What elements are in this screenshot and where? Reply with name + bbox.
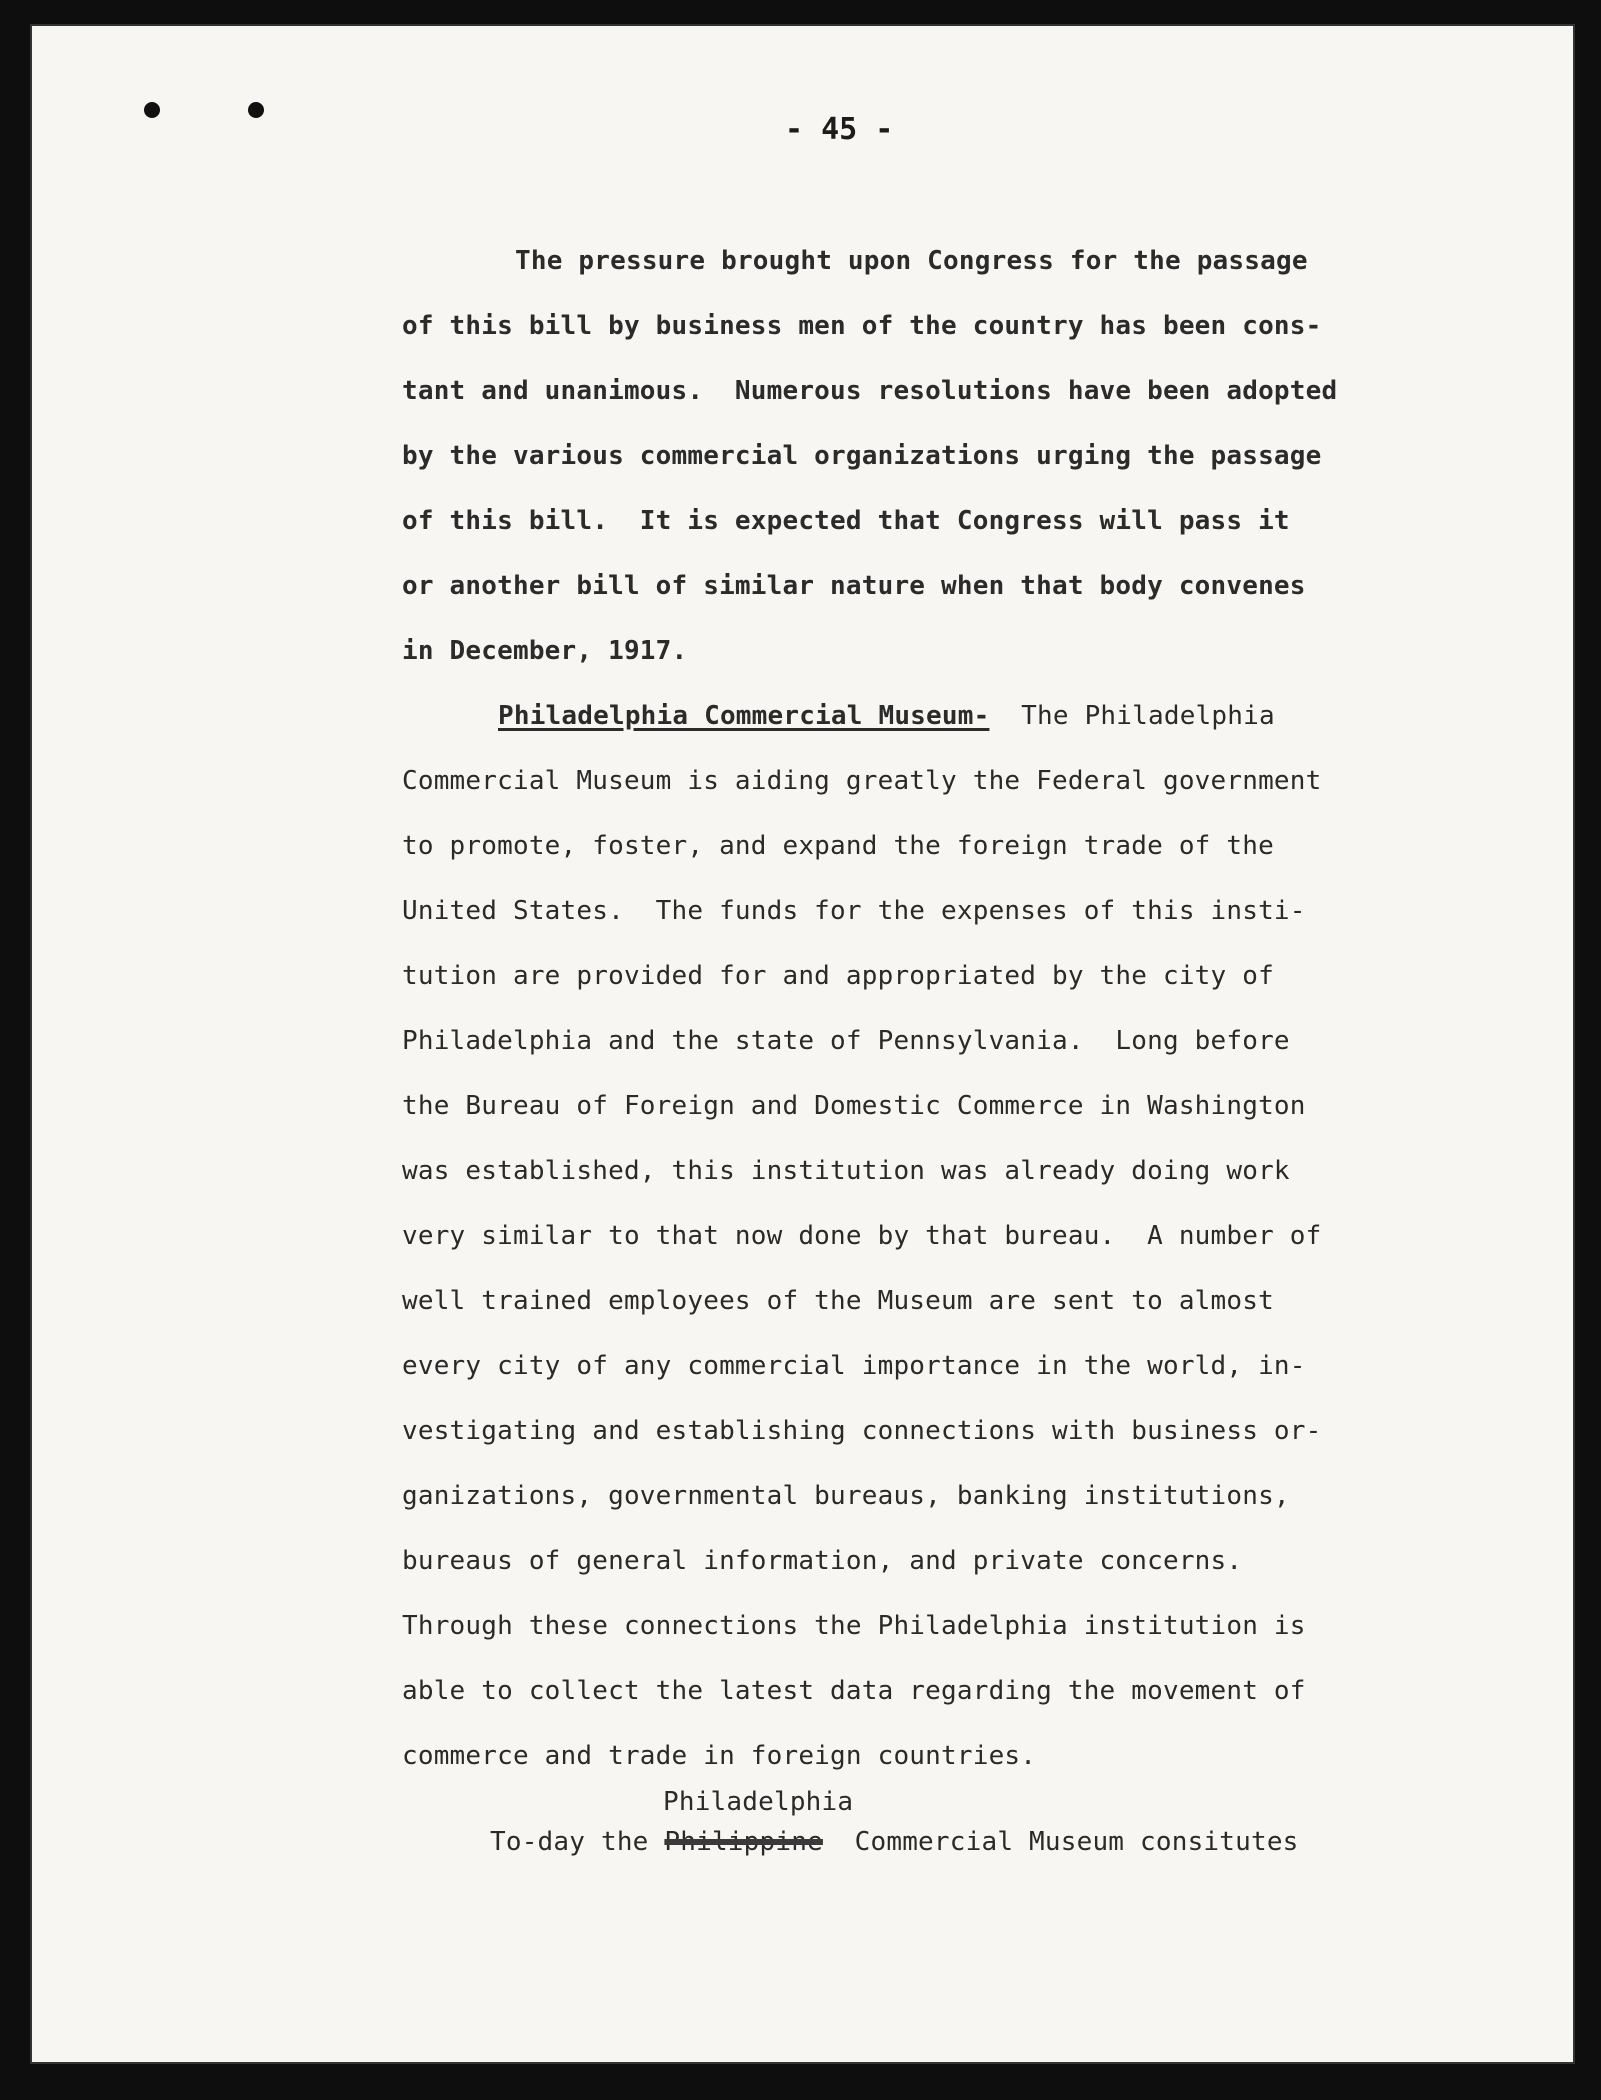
text-line: every city of any commercial importance in the world, in-: [402, 1351, 1306, 1381]
text-line: United States. The funds for the expenses of this insti-: [402, 896, 1306, 926]
text-span: To-day the: [490, 1827, 665, 1857]
struck-word: Philippine: [664, 1827, 823, 1857]
text-line: commerce and trade in foreign countries.: [402, 1741, 1037, 1771]
heading-line: [498, 701, 1275, 731]
text-line: to promote, foster, and expand the foreign trade of the: [402, 831, 1274, 861]
text-line: tant and unanimous. Numerous resolutions have been adopted: [402, 376, 1338, 406]
text-line: tution are provided for and appropriated by the city of: [402, 961, 1274, 991]
text-line: bureaus of general information, and private concerns.: [402, 1546, 1243, 1576]
text-line: or another bill of similar nature when that body convenes: [402, 571, 1306, 601]
section-heading: Philadelphia Commercial Museum-: [498, 701, 990, 731]
text-line: vestigating and establishing connections with business or-: [402, 1416, 1322, 1446]
text-line: by the various commercial organizations urging the passage: [402, 441, 1322, 471]
text-line: of this bill by business men of the country has been cons-: [402, 311, 1322, 341]
text-line: well trained employees of the Museum are sent to almost: [402, 1286, 1274, 1316]
text-line: the Bureau of Foreign and Domestic Commerce in Washington: [402, 1091, 1306, 1121]
binder-hole-left: [144, 102, 160, 118]
text-line: was established, this institution was already doing work: [402, 1156, 1290, 1186]
text-line: The pressure brought upon Congress for the passage: [515, 246, 1308, 276]
binder-hole-right: [248, 102, 264, 118]
text-line: Philadelphia and the state of Pennsylvania. Long before: [402, 1026, 1290, 1056]
insertion-above: Philadelphia: [663, 1787, 854, 1817]
text-line: very similar to that now done by that bureau. A number of: [402, 1221, 1322, 1251]
page-number: - 45 -: [785, 112, 894, 147]
text-span: Commercial Museum consitutes: [822, 1827, 1299, 1857]
text-line: Through these connections the Philadelphia institution is: [402, 1611, 1306, 1641]
final-line: [490, 1827, 1299, 1857]
text-line: ganizations, governmental bureaus, banking institutions,: [402, 1481, 1290, 1511]
text-line: of this bill. It is expected that Congress will pass it: [402, 506, 1290, 536]
text-line: Commercial Museum is aiding greatly the Federal government: [402, 766, 1322, 796]
text-span: The Philadelphia: [989, 701, 1275, 731]
text-line: in December, 1917.: [402, 636, 688, 666]
text-line: able to collect the latest data regarding the movement of: [402, 1676, 1306, 1706]
document-page: [30, 24, 1575, 2064]
